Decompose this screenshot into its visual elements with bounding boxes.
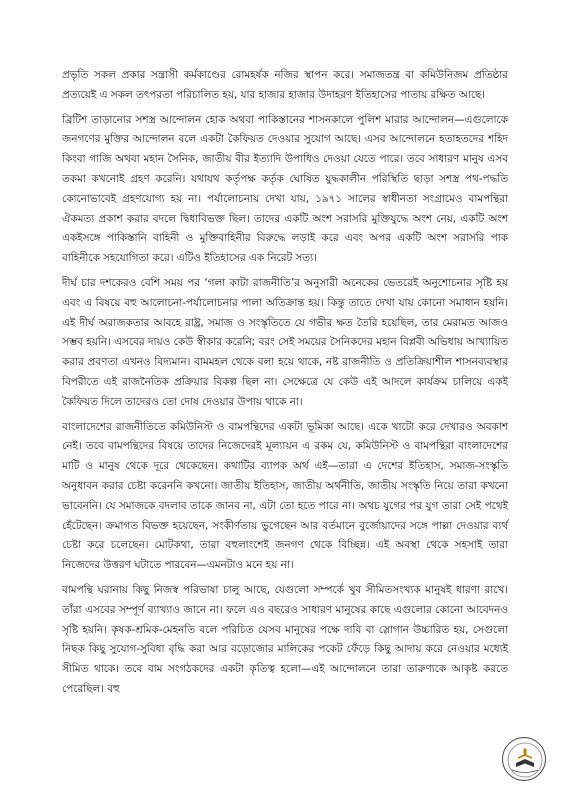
paragraph-2: ব্রিটিশ তাড়ানোর সশস্ত্র আন্দোলন হোক অথবা পাকিস্তানের শাসনকালে পুলিশ মারার আন্দোলন—এগুলোকে জনগণের মুক্তির আন্দোলন বলে একটা কৈফিয়ত দেওয়ার সুযোগ আছে। এসব আন্দোলনে হতাহতদের শহিদ কিংবা গাজি অথবা মহান সৈনিক, জাতীয় বীর ইত্যাদি উপাধিও দেওয়া যেতে পারে। তবে সাধারণ মানুষ এসব তকমা কখনোই গ্রহণ করেনি। যথাযথ কর্তৃপক্ষ কর্তৃক ঘোষিত যুদ্ধকালীন পরিস্থিতি ছাড়া সশস্ত্র পথ-পদ্ধতি কোনোভাবেই গ্রহণযোগ্য হয় না। পর্যালোচনায় দেখা যায়, ১৯৭১ সালের স্বাধীনতা সংগ্রামেও বামপন্থিরা ঐকমত্য প্রকাশ করার বদলে দ্বিধাবিভক্ত ছিল। তাদের একটি অংশ সরাসরি মুক্তিযুদ্ধে অংশ নেয়, একটি অংশ একইসঙ্গে পাকিস্তানি বাহিনী ও মুক্তিবাহিনীর বিরুদ্ধে লড়াই করে এবং অপর একটি অংশ সরাসরি পাক বাহিনীকে সহযোগিতা করে। এটিও ইতিহাসের এক নিরেট সত্য। <box>62 113 508 265</box>
paragraph-4: বাংলাদেশের রাজনীতিতে কমিউনিস্ট ও বামপন্থিদের একটা ভূমিকা আছে। একে খাটো করে দেখারও অবকাশ নেই। তবে বামপন্থিদের বিষয়ে তাদের নিজেদেরই মূল্যায়ন এ রকম যে, কমিউনিস্ট ও বামপন্থিরা বাংলাদেশের মাটি ও মানুষ থেকে দূরে থেকেছেন। কথাটির ব্যাপক অর্থ এই—তারা এ দেশের ইতিহাস, সমাজ-সংস্কৃতি অনুধাবন করার চেষ্টা করেননি কখনো। জাতীয় ইতিহাস, জাতীয় অর্থনীতি, জাতীয় সংস্কৃতি নিয়ে তারা কখনো ভাবেননি। যে সমাজকে বদলাব তাকে জানব না, এটা তো হতে পারে না। অথচ যুগের পর যুগ তারা সেই পথেই হেঁটেছেন। ক্রমাগত বিভক্ত হয়েছেন, সংকীর্ণতায় ভুগেছেন আর বর্তমানে বুর্জোয়াদের সঙ্গে পাল্লা দেওয়ার ব্যর্থ চেষ্টা করে চলেছেন। মোটকথা, তারা বহুলাংশেই জনগণ থেকে বিচ্ছিন্ন। এই অবস্থা থেকে সহসাই তারা নিজেদের উত্তরণ ঘটাতে পারবেন—এমনটাও মনে হয় না। <box>62 420 508 572</box>
paragraph-5: বামপন্থি ঘরানায় কিছু নিজস্ব পরিভাষা চালু আছে, যেগুলো সম্পর্কে খুব সীমিতসংখ্যক মানুষই ধারণা রাখে। তাঁরা এসবের সম্পূর্ণ ব্যাখ্যাও জানে না। ফলে এও বছরেও সাধারণ মানুষের কাছে এগুলোর কোনো আবেদনও সৃষ্টি হয়নি। কৃষক-শ্রমিক-মেহনতি বলে পরিচিত যেসব মানুষের পক্ষে দাবি বা স্লোগান উচ্চারিত হয়, সেগুলো নিছক কিছু সুযোগ-সুবিধা বৃদ্ধি করা আর বড়োজোর মালিকের পকেট ফেঁড়ে কিছু আদায় করে নেওয়ার মধ্যেই সীমিত থাকে। তবে বাম সংগঠকদের একটা কৃতিত্ব হলো—এই আন্দোলনে তারা তারুণ্যকে আকৃষ্ট করতে পেরেছিল। বহু <box>62 583 508 695</box>
paragraph-3: দীর্ঘ চার দশকেরও বেশি সময় পর ‘গলা কাটা রাজনীতি’র অনুসারী অনেকের ভেতরেই অনুশোচনার সৃষ্টি হয় এবং এ বিষয়ে বহু আলোচনা-পর্যালোচনার পালা অতিক্রান্ত হয়। কিন্তু তাতে দেখা যায় কোনো সমাধান হয়নি। এই দীর্ঘ অরাজকতার আবহে রাষ্ট্র, সমাজ ও সংস্কৃতিতে যে গভীর ক্ষত তৈরি হয়েছিল, তার মেরামত আজও সম্ভব হয়নি। এসবের দায়ও কেউ স্বীকার করেনি; বরং সেই সময়ের সৈনিকদের মহান বিপ্লবী অভিধায় আখ্যায়িত করার প্রবণতা এখনও বিদ্যমান। বামমহল থেকে বলা হয়ে থাকে, নষ্ট রাজনীতি ও প্রতিক্রিয়াশীল শাসনব্যবস্থার বিপরীতে এই রাজনৈতিক প্রক্রিয়ার বিকল্প ছিল না। সেক্ষেত্রে যে কেউ এই আদলে কার্যক্রম চালিয়ে একই কৈফিয়ত দিলে তাদেরও তো দোষ দেওয়ার উপায় থাকে না। <box>62 276 508 408</box>
paragraph-1: প্রভৃতি সকল প্রকার সন্ত্রাসী কর্মকাণ্ডের রোমহর্ষক নজির স্থাপন করে। সমাজতন্ত্র বা কমিউনিজম প্রতিষ্ঠার প্রত্যয়েই এ সকল তৎপরতা পরিচালিত হয়, যার হাজার হাজার উদাহরণ ইতিহাসের পাতায় রক্ষিত আছে। <box>62 69 508 101</box>
document-page <box>62 66 508 704</box>
publisher-logo-icon <box>502 737 546 781</box>
